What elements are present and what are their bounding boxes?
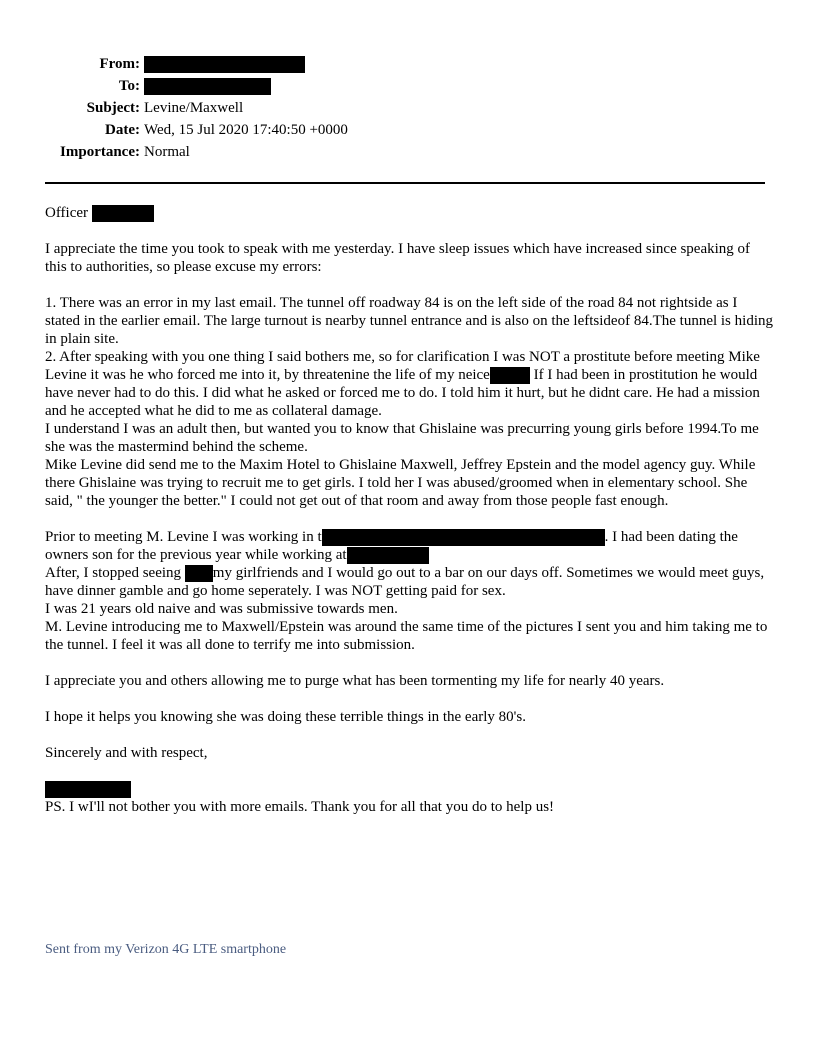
email-body	[45, 204, 775, 816]
paragraph-7-part-a: After, I stopped seeing	[45, 565, 185, 582]
redaction-officer-name	[92, 205, 154, 222]
paragraph-1: I appreciate the time you took to speak with me yesterday. I have sleep issues which have increased since speaking of this to authorities, so please excuse my errors:	[45, 241, 751, 276]
paragraph-7-part-b: my girlfriends and I would go out to a bar on our days off. Sometimes we would meet guys, have dinner gamble and go home seperately. I was NOT getting paid for sex.	[45, 565, 765, 600]
paragraph-10: I appreciate you and others allowing me to purge what has been tormenting my life for nearly 40 years.	[45, 673, 665, 690]
subject-label: Subject:	[86, 100, 140, 116]
paragraph-3-part-a: 2. After speaking with you one thing I said bothers me, so for clarification I was NOT a prostitute before meeting Mike Levine it was he who forced me into it, by threatenine the life of my neice	[45, 349, 760, 384]
paragraph-6-part-b: . I had been dating the owners son for the previous year while working at	[45, 529, 738, 564]
redaction-neice	[490, 367, 530, 384]
paragraph-3	[45, 348, 775, 420]
date-value: Wed, 15 Jul 2020 17:40:50 +0000	[144, 122, 348, 138]
to-row	[0, 75, 816, 97]
redaction-signature	[45, 781, 131, 798]
importance-value: Normal	[144, 144, 190, 160]
date-label: Date:	[105, 122, 140, 138]
subject-value: Levine/Maxwell	[144, 100, 244, 116]
redaction-from	[144, 56, 305, 73]
importance-label: Importance:	[60, 144, 140, 160]
paragraph-7	[45, 564, 775, 600]
importance-row	[0, 141, 816, 163]
from-label: From:	[99, 56, 140, 72]
redaction-workplace	[322, 529, 605, 546]
email-header	[0, 53, 816, 163]
subject-row	[0, 97, 816, 119]
closing: Sincerely and with respect,	[45, 745, 208, 762]
paragraph-6	[45, 528, 775, 564]
redaction-workplace-2	[347, 547, 429, 564]
postscript: PS. I wI'll not bother you with more emails. Thank you for all that you do to help us!	[45, 799, 555, 816]
sent-from-footer: Sent from my Verizon 4G LTE smartphone	[45, 942, 287, 957]
redaction-name	[185, 565, 213, 582]
paragraph-3-part-b: If I had been in prostitution he would have never had to do this. I did what he asked or forced me to do. I told him it hurt, but he didnt care. He had a mission and he accepted what he did to me as collateral damage.	[45, 367, 760, 420]
paragraph-6-part-a: Prior to meeting M. Levine I was working in t	[45, 529, 322, 546]
paragraph-9: M. Levine introducing me to Maxwell/Epstein was around the same time of the pictures I sent you and him taking me to the tunnel. I feel it was all done to terrify me into submission.	[45, 619, 768, 654]
paragraph-2: 1. There was an error in my last email. The tunnel off roadway 84 is on the left side of the road 84 not rightside as I stated in the earlier email. The large turnout is nearby tunnel entrance and is also on the leftsideof 84.The tunnel is hiding in plain site.	[45, 295, 773, 348]
paragraph-8: I was 21 years old naive and was submissive towards men.	[45, 601, 398, 618]
salutation-line	[45, 204, 775, 222]
from-row	[0, 53, 816, 75]
header-divider	[45, 182, 765, 184]
paragraph-11: I hope it helps you knowing she was doing these terrible things in the early 80's.	[45, 709, 526, 726]
salutation: Officer	[45, 205, 89, 221]
paragraph-4: I understand I was an adult then, but wanted you to know that Ghislaine was precurring young girls before 1994.To me she was the mastermind behind the scheme.	[45, 421, 759, 456]
paragraph-5: Mike Levine did send me to the Maxim Hotel to Ghislaine Maxwell, Jeffrey Epstein and the model agency guy. While there Ghislaine was trying to recruit me to get girls. I told her I was abused/groomed when in elementary school. She said, " the younger the better." I could not get out of that room and away from those people fast enough.	[45, 457, 756, 510]
date-row	[0, 119, 816, 141]
to-label: To:	[118, 78, 140, 94]
signature-line	[45, 780, 775, 798]
redaction-to	[144, 78, 271, 95]
